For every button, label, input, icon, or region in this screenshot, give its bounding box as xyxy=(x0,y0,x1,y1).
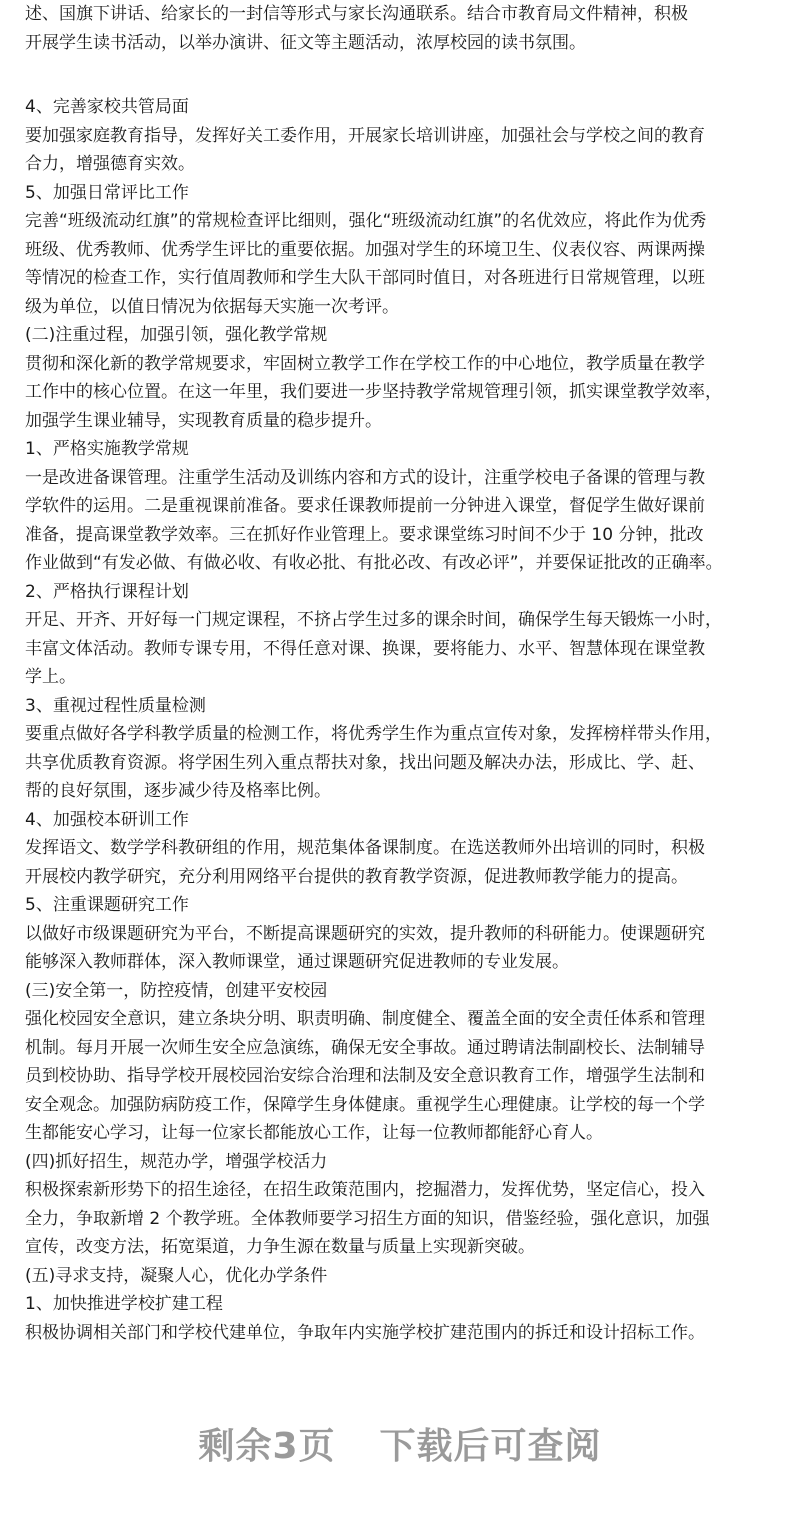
text-line: 贯彻和深化新的教学常规要求，牢固树立教学工作在学校工作的中心地位，教学质量在教学 xyxy=(25,353,705,374)
text-line: 以做好市级课题研究为平台，不断提高课题研究的实效，提升教师的科研能力。使课题研究 xyxy=(25,923,705,944)
text-line: 员到校协助、指导学校开展校园治安综合治理和法制及安全意识教育工作，增强学生法制和 xyxy=(25,1066,705,1086)
text-line: 强化校园安全意识，建立条块分明、职责明确、制度健全、覆盖全面的安全责任体系和管理 xyxy=(25,1009,705,1029)
text-line: 要重点做好各学科教学质量的检测工作，将优秀学生作为重点宣传对象，发挥榜样带头作用， xyxy=(25,724,722,744)
text-line: (五)寻求支持，凝聚人心，优化办学条件 xyxy=(25,1265,328,1286)
text-line: 作业做到“有发必做、有做必收、有收必批、有批必改、有改必评”，并要保证批改的正确率。 xyxy=(25,553,723,573)
text-line: 学软件的运用。二是重视课前准备。要求任课教师提前一分钟进入课堂，督促学生做好课前 xyxy=(25,496,705,516)
text-line: 4、完善家校共管局面 xyxy=(25,97,189,117)
text-line: 班级、优秀教师、优秀学生评比的重要依据。加强对学生的环境卫生、仪表仪容、两课两操 xyxy=(25,239,705,260)
text-line: 准备，提高课堂教学效率。三在抓好作业管理上。要求课堂练习时间不少于 10 分钟，批改 xyxy=(25,524,704,545)
text-line: 生都能安心学习，让每一位家长都能放心工作，让每一位教师都能舒心育人。 xyxy=(25,1123,603,1143)
text-line: 安全观念。加强防病防疫工作，保障学生身体健康。重视学生心理健康。让学校的每一个学 xyxy=(25,1094,705,1115)
remaining-pages-label[interactable]: 剩余3页 xyxy=(198,1426,336,1467)
text-line: 述、国旗下讲话、给家长的一封信等形式与家长沟通联系。结合市教育局文件精神，积极 xyxy=(25,4,688,24)
document-body xyxy=(25,0,780,1347)
text-line: 3、重视过程性质量检测 xyxy=(25,695,206,716)
text-line: 开足、开齐、开好每一门规定课程，不挤占学生过多的课余时间，确保学生每天锻炼一小时， xyxy=(25,610,722,630)
text-line: 全力，争取新增 2 个教学班。全体教师要学习招生方面的知识，借鉴经验，强化意识，加强 xyxy=(25,1208,710,1229)
text-line: 工作中的核心位置。在这一年里，我们要进一步坚持教学常规管理引领，抓实课堂教学效率， xyxy=(25,382,722,402)
text-line: 发挥语文、数学学科教研组的作用，规范集体备课制度。在选送教师外出培训的同时，积极 xyxy=(25,838,705,858)
paragraph-gap xyxy=(25,57,780,93)
text-line: 丰富文体活动。教师专课专用，不得任意对课、换课，要将能力、水平、智慧体现在课堂教 xyxy=(25,638,705,659)
text-line: 机制。每月开展一次师生安全应急演练，确保无安全事故。通过聘请法制副校长、法制辅导 xyxy=(25,1037,705,1058)
text-line: (二)注重过程，加强引领，强化教学常规 xyxy=(25,325,328,345)
text-line: 共享优质教育资源。将学困生列入重点帮扶对象，找出问题及解决办法，形成比、学、赶、 xyxy=(25,752,705,773)
text-line: 1、严格实施教学常规 xyxy=(25,439,189,459)
text-line: 5、加强日常评比工作 xyxy=(25,182,189,203)
text-line: 积极协调相关部门和学校代建单位，争取年内实施学校扩建范围内的拆迁和设计招标工作。 xyxy=(25,1322,705,1343)
text-line: 等情况的检查工作，实行值周教师和学生大队干部同时值日，对各班进行日常规管理，以班 xyxy=(25,268,705,288)
download-to-view-label[interactable]: 下载后可查阅 xyxy=(379,1426,602,1467)
text-line: 开展学生读书活动，以举办演讲、征文等主题活动，浓厚校园的读书氛围。 xyxy=(25,32,586,53)
text-line: 帮的良好氛围，逐步减少待及格率比例。 xyxy=(25,781,331,801)
text-line: 4、加强校本研训工作 xyxy=(25,809,189,830)
text-line: 开展校内教学研究，充分利用网络平台提供的教育教学资源，促进教师教学能力的提高。 xyxy=(25,866,688,887)
text-line: 5、注重课题研究工作 xyxy=(25,895,189,915)
text-line: 加强学生课业辅导，实现教育质量的稳步提升。 xyxy=(25,410,382,431)
text-line: 学上。 xyxy=(25,667,76,687)
text-line: 宣传，改变方法，拓宽渠道，力争生源在数量与质量上实现新突破。 xyxy=(25,1237,535,1257)
text-line: 一是改进备课管理。注重学生活动及训练内容和方式的设计，注重学校电子备课的管理与教 xyxy=(25,467,705,488)
text-line: 2、严格执行课程计划 xyxy=(25,581,189,602)
text-line: 1、加快推进学校扩建工程 xyxy=(25,1294,223,1314)
download-prompt[interactable] xyxy=(0,1418,800,1469)
text-line: (四)抓好招生，规范办学，增强学校活力 xyxy=(25,1151,328,1172)
text-line: 级为单位，以值日情况为依据每天实施一次考评。 xyxy=(25,296,399,317)
text-line: 完善“班级流动红旗”的常规检查评比细则，强化“班级流动红旗”的名优效应，将此作为优秀 xyxy=(25,211,707,231)
text-line: 能够深入教师群体，深入教师课堂，通过课题研究促进教师的专业发展。 xyxy=(25,952,569,972)
text-line: 要加强家庭教育指导，发挥好关工委作用，开展家长培训讲座，加强社会与学校之间的教育 xyxy=(25,125,705,146)
text-line: 合力，增强德育实效。 xyxy=(25,154,195,174)
text-line: (三)安全第一，防控疫情，创建平安校园 xyxy=(25,980,328,1001)
text-line: 积极探索新形势下的招生途径，在招生政策范围内，挖掘潜力，发挥优势，坚定信心，投入 xyxy=(25,1180,705,1200)
